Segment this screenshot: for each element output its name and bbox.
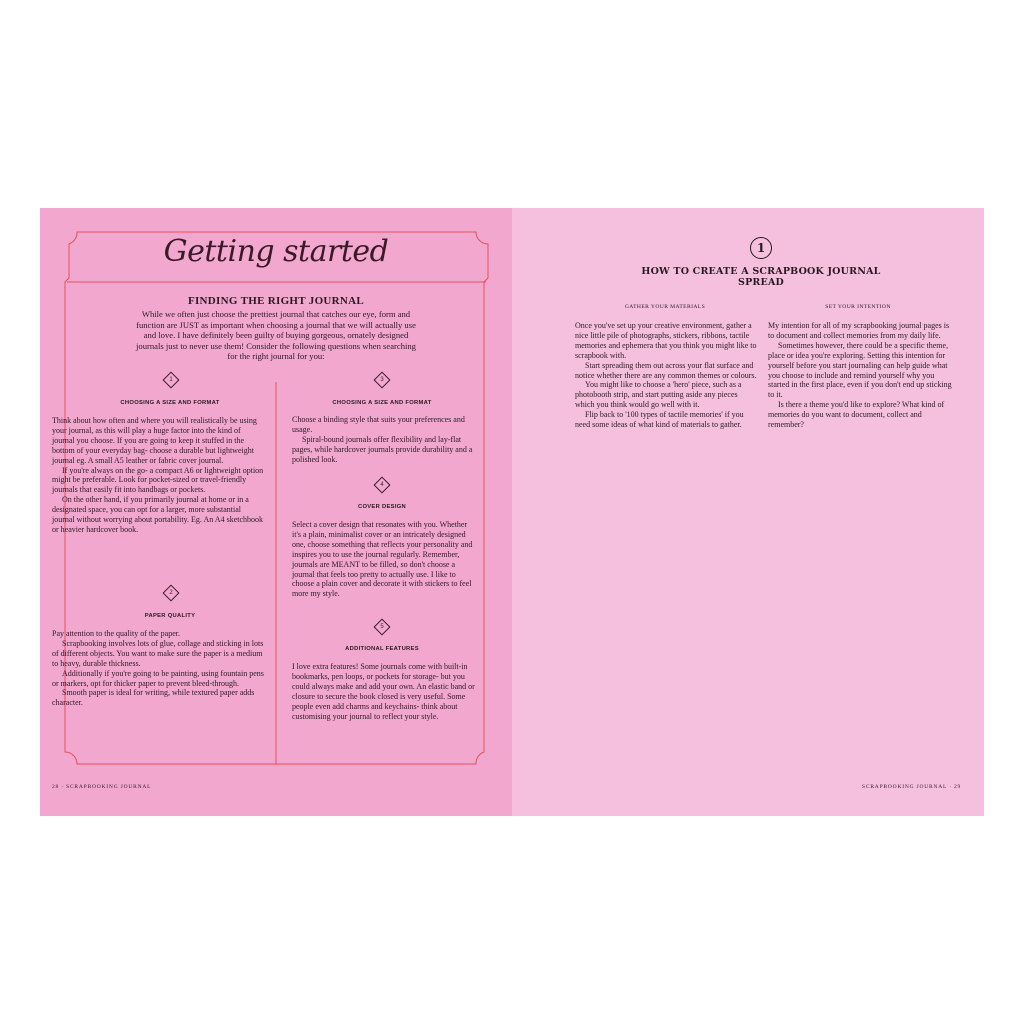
column-body-intention: My intention for all of my scrapbooking journal pages is to document and collect memories from my daily life. Sometimes however, there could be a specific theme, place or idea you're exploring. Setting this intention for yourself before you start journaling can help guide what you choose to include and remind yourself why you started in the first place, even if you don't end up sticking to it. Is there a theme you'd like to explore? What kind of memories do you want to document, collect and remember? xyxy=(768,321,952,430)
number-badge-3: 3 xyxy=(375,373,389,387)
right-page xyxy=(512,208,984,816)
section-heading-3: CHOOSING A SIZE AND FORMAT xyxy=(332,400,432,406)
folio-right: SCRAPBOOKING JOURNAL · 29 xyxy=(862,784,962,790)
section-heading-5: ADDITIONAL FEATURES xyxy=(345,646,419,652)
section-heading-2: PAPER QUALITY xyxy=(144,613,196,619)
folio-left: 28 · SCRAPBOOKING JOURNAL xyxy=(52,784,152,790)
number-badge-4: 4 xyxy=(375,478,389,492)
intro-text: While we often just choose the prettiest journal that catches our eye, form and function are JUST as important when choosing a journal that we will actually use and love. I have definitely been guilty of buying gorgeous, ornately designed journals just to never use them! Consider the following questions when searching for the right journal for you: xyxy=(136,309,416,362)
section-heading-4: COVER DESIGN xyxy=(357,504,407,510)
number-badge-5: 5 xyxy=(375,620,389,634)
section-body-2: Pay attention to the quality of the paper. Scrapbooking involves lots of glue, collage and sticking in lots of different objects. You want to make sure the paper is a medium to heavy, durable thickness. Additionally if you're going to be painting, using fountain pens or markers, opt for thicker paper to prevent bleed-through. Smooth paper is ideal for writing, while textured paper adds character. xyxy=(52,629,264,708)
number-badge-1: 1 xyxy=(164,373,178,387)
column-heading-intention: SET YOUR INTENTION xyxy=(825,304,891,310)
section-heading-1: CHOOSING A SIZE AND FORMAT xyxy=(120,400,220,406)
number-badge-2: 2 xyxy=(164,586,178,600)
section-body-3: Choose a binding style that suits your preferences and usage. Spiral-bound journals offer flexibility and lay-flat pages, while hardcover journals provide durability and a polished look. xyxy=(292,415,473,464)
right-page-title: HOW TO CREATE A SCRAPBOOK JOURNAL SPREAD xyxy=(641,266,881,288)
section-body-1: Think about how often and where you will realistically be using your journal, as this will play a huge factor into the kind of journal you choose. If you are going to keep it stuffed in the bottom of your everyday bag- choose a durable but lightweight journal eg. A small A5 leather or fabric cover journal. If you're always on the go- a compact A6 or lightweight option might be preferable. Look for pocket-sized or travel-friendly journals that easily fit into handbags or pockets. On the other hand, if you primarily journal at home or in a designated space, you can opt for a larger, more substantial journal without worrying about portability. Eg. An A4 sketchbook or heavier hardcover book. xyxy=(52,416,264,534)
column-heading-materials: GATHER YOUR MATERIALS xyxy=(624,304,706,310)
column-body-materials: Once you've set up your creative environment, gather a nice little pile of photographs, stickers, ribbons, tactile memories and ephemera that you think you might like to scrapbook with. Start spreading them out across your flat surface and notice whether there are any common themes or colours. You might like to choose a 'hero' piece, such as a photobooth strip, and start putting aside any pieces which you think would go well with it. Flip back to '100 types of tactile memories' if you need some ideas of what kind of materials to gather. xyxy=(575,321,757,430)
page-title: Getting started xyxy=(163,234,389,269)
section-body-4: Select a cover design that resonates with you. Whether it's a plain, minimalist cover or an intricately designed one, choose something that reflects your personality and inspires you to use the journal regularly. Remember, journals are MEANT to be filled, so don't choose a journal that feels too pretty to actually use. I like to choose a plain cover and decorate it with stickers to feel more my style. xyxy=(292,520,473,599)
section-body-5: I love extra features! Some journals come with built-in bookmarks, pen loops, or pockets for storage- but you could always make and add your own. An elastic band or closure to secure the book closed is very useful. Some people even add charms and keychains- think about customising your journal to reflect your style. xyxy=(292,662,475,721)
left-page xyxy=(40,208,512,816)
section-title: FINDING THE RIGHT JOURNAL xyxy=(187,295,365,307)
step-number-badge: 1 xyxy=(750,237,772,259)
